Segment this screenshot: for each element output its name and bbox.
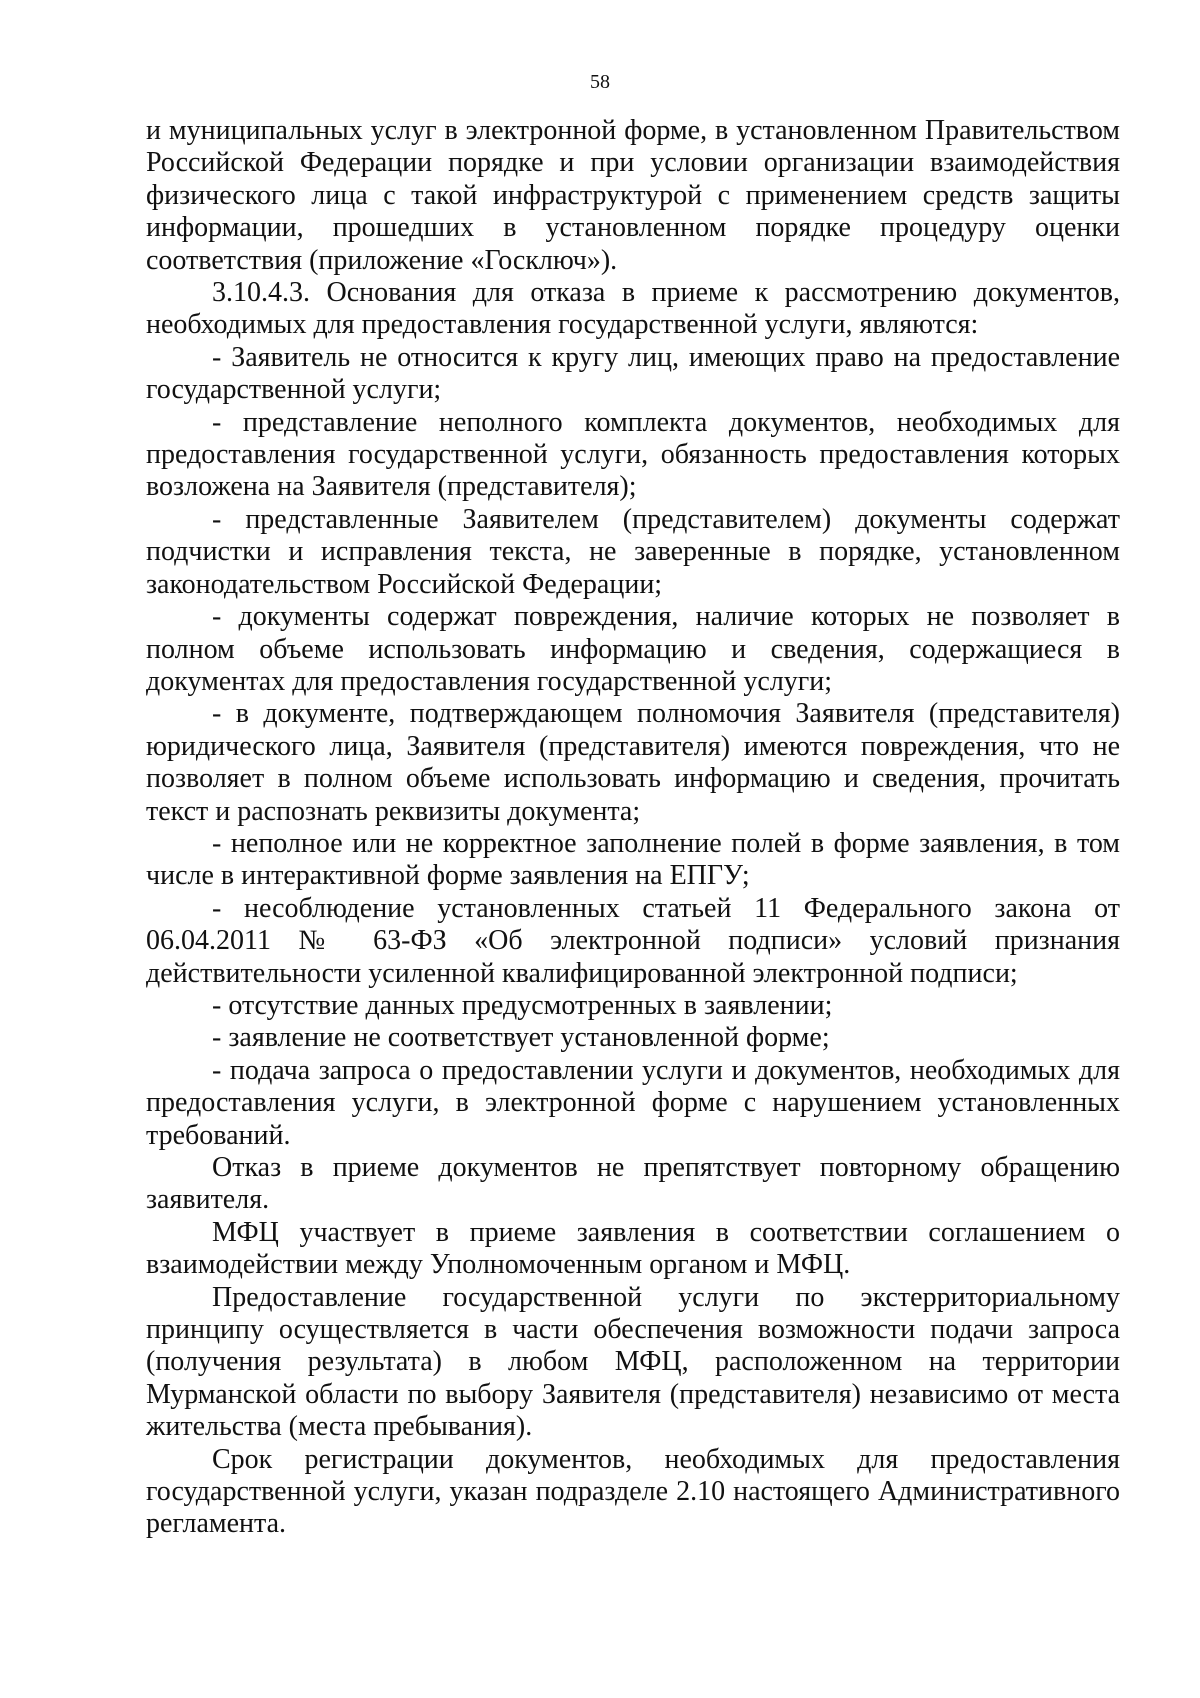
paragraph-continuation: и муниципальных услуг в электронной форме, в установленном Правительством Российской Федерации порядке и при условии организации взаимодействия физического лица с такой инфраструктурой с применением средств защиты информации, прошедших в установленном порядке процедуру оценки соответствия (приложение «Госключ»). xyxy=(146,115,1120,276)
list-item-signature-noncompliance: - несоблюдение установленных статьей 11 Федерального закона от 06.04.2011 № 63-ФЗ «Об электронной подписи» условий признания действительности усиленной квалифицированной электронной подписи; xyxy=(146,892,1120,989)
list-item-erasures-corrections: - представленные Заявителем (представителем) документы содержат подчистки и исправления текста, не заверенные в порядке, установленном законодательством Российской Федерации; xyxy=(146,503,1120,600)
list-item-incomplete-documents: - представление неполного комплекта документов, необходимых для предоставления государственной услуги, обязанность предоставления которых возложена на Заявителя (представителя); xyxy=(146,406,1120,503)
paragraph-mfc-participation: МФЦ участвует в приеме заявления в соответствии соглашением о взаимодействии между Уполномоченным органом и МФЦ. xyxy=(146,1216,1120,1281)
list-item-damaged-documents: - документы содержат повреждения, наличие которых не позволяет в полном объеме использовать информацию и сведения, содержащиеся в документах для предоставления государственной услуги; xyxy=(146,601,1120,697)
list-item-electronic-submission-violation: - подача запроса о предоставлении услуги и документов, необходимых для предоставления услуги, в электронной форме с нарушением установленных требований. xyxy=(146,1054,1120,1151)
paragraph-extraterritorial: Предоставление государственной услуги по экстерриториальному принципу осуществляется в части обеспечения возможности подачи запроса (получения результата) в любом МФЦ, расположенном на территории Мурманской области по выбору Заявителя (представителя) независимо от места жительства (места пребывания). xyxy=(146,1281,1120,1443)
list-item-incorrect-form-fields: - неполное или не корректное заполнение полей в форме заявления, в том числе в интерактивной форме заявления на ЕПГУ; xyxy=(146,827,1120,892)
paragraph-refusal-no-obstacle: Отказ в приеме документов не препятствует повторному обращению заявителя. xyxy=(146,1152,1120,1216)
paragraph-refusal-grounds: 3.10.4.3. Основания для отказа в приеме к рассмотрению документов, необходимых для предоставления государственной услуги, являются: xyxy=(146,277,1120,341)
document-body xyxy=(146,115,1120,1541)
page-number: 58 xyxy=(590,71,610,93)
paragraph-registration-term: Срок регистрации документов, необходимых для предоставления государственной услуги, указан подразделе 2.10 настоящего Административного регламента. xyxy=(146,1443,1120,1540)
list-item-applicant-not-eligible: - Заявитель не относится к кругу лиц, имеющих право на предоставление государственной услуги; xyxy=(146,341,1120,406)
list-item-form-mismatch: - заявление не соответствует установленной форме; xyxy=(212,1022,830,1054)
list-item-missing-data: - отсутствие данных предусмотренных в заявлении; xyxy=(212,989,833,1021)
list-item-damaged-authority-document: - в документе, подтверждающем полномочия Заявителя (представителя) юридического лица, Заявителя (представителя) имеются повреждения, что не позволяет в полном объеме использовать информацию и сведения, прочитать текст и распознать реквизиты документа; xyxy=(146,698,1120,827)
